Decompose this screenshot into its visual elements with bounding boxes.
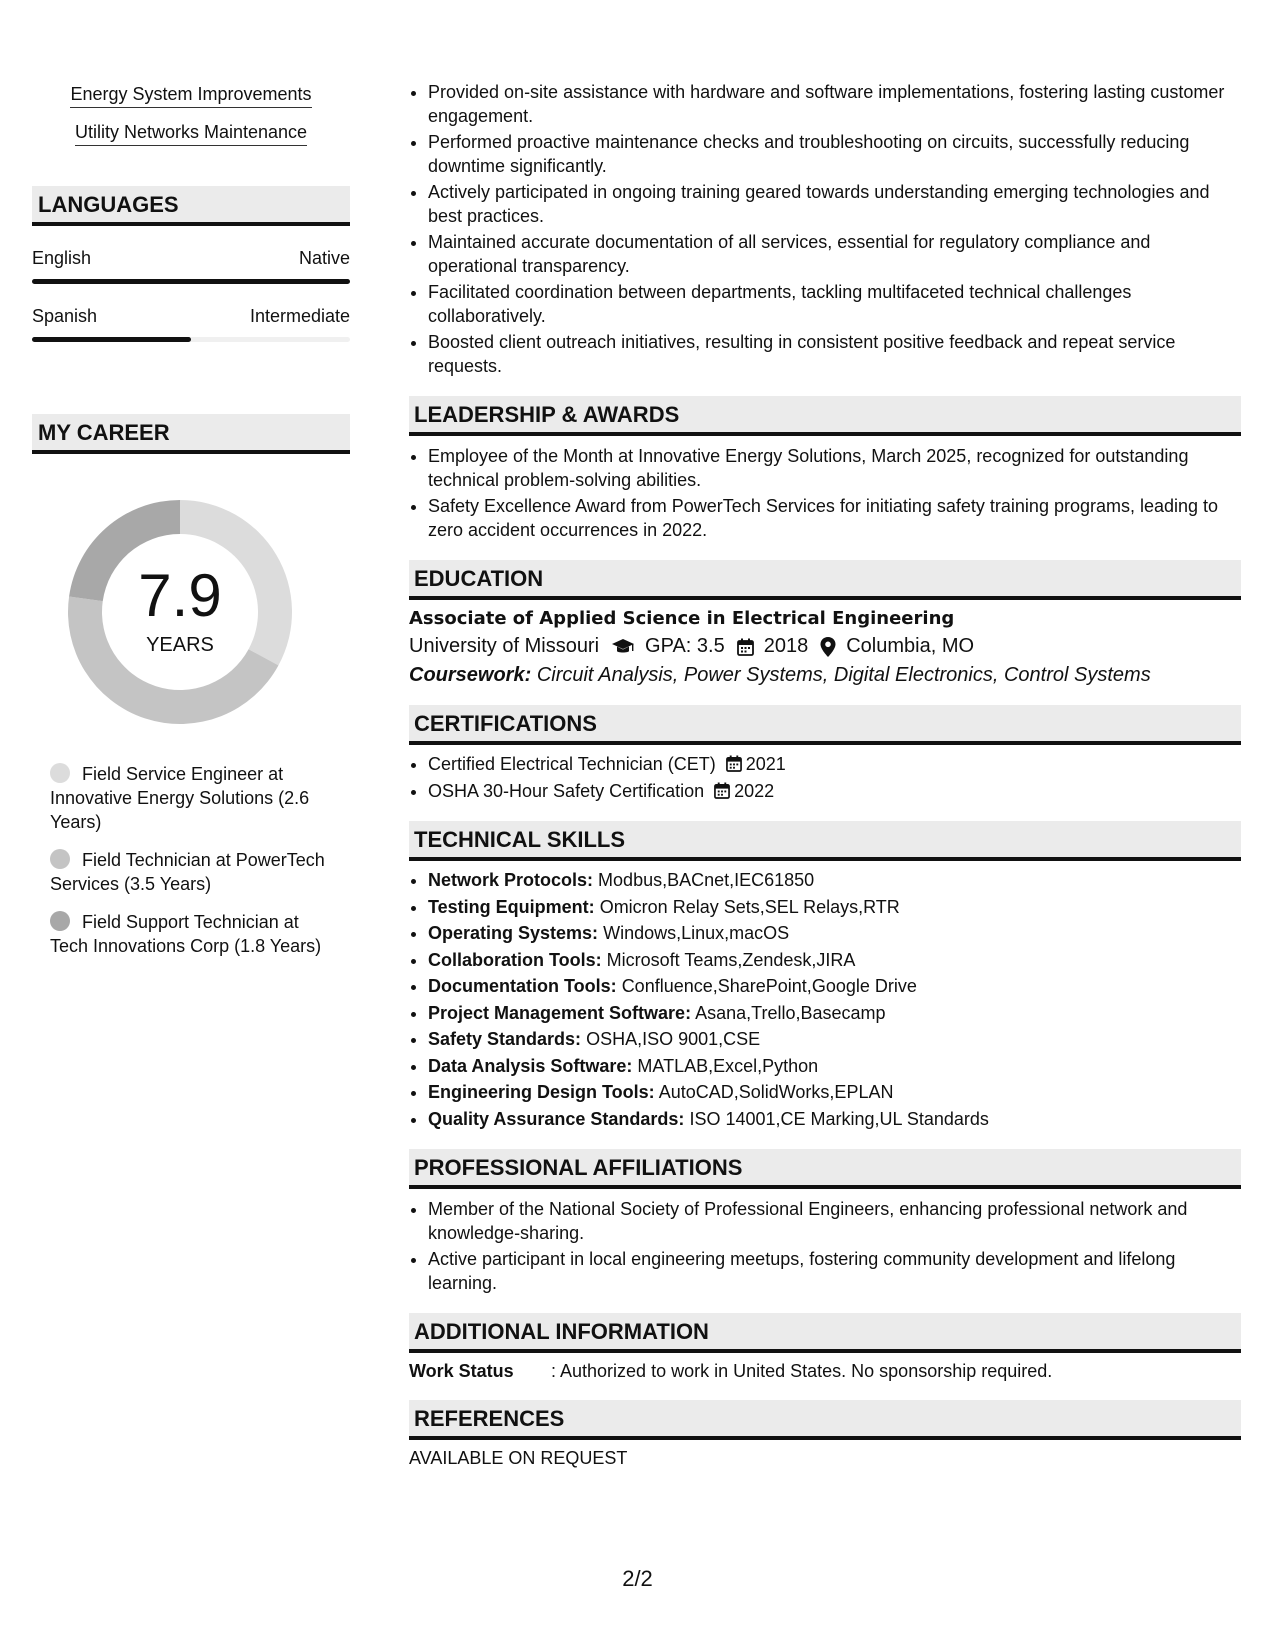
education-degree: Associate of Applied Science in Electrical Engineering (409, 608, 955, 629)
work-status-value: : Authorized to work in United States. No sponsorship required. (551, 1361, 1053, 1381)
career-legend (50, 762, 330, 958)
skill-tag (32, 122, 350, 146)
career-legend-item (50, 848, 330, 896)
technical-skill-item (428, 1028, 1241, 1052)
leadership-list (409, 444, 1241, 542)
work-status-label: Work Status (409, 1361, 514, 1381)
language-level: Intermediate (249, 306, 350, 326)
career-legend-item (50, 762, 330, 834)
language-row (32, 306, 350, 327)
certifications-list (409, 753, 1241, 803)
certification-item (428, 753, 1241, 777)
experience-bullet: • Provided on-site assistance with hardware and software implementations, fostering lasting customer engagement. (428, 80, 1241, 128)
technical-skill-value: OSHA,ISO 9001,CSE (586, 1029, 761, 1049)
legend-dot-icon (50, 911, 70, 931)
technical-skill-item (428, 1108, 1241, 1132)
technical-skill-item (428, 1081, 1241, 1105)
languages-list (32, 248, 350, 342)
technical-skill-item (428, 922, 1241, 946)
affiliations-heading: PROFESSIONAL AFFILIATIONS (409, 1149, 1241, 1189)
career-donut-center (66, 498, 294, 726)
career-heading: MY CAREER (32, 414, 350, 454)
legend-dot-icon (50, 849, 70, 869)
experience-bullet: • Actively participated in ongoing training geared towards understanding emerging technologies and best practices. (428, 180, 1241, 228)
technical-skill-value: MATLAB,Excel,Python (637, 1055, 819, 1076)
references-heading: REFERENCES (409, 1400, 1241, 1440)
experience-bullet: • Facilitated coordination between departments, tackling multifaceted technical challenges collaboratively. (428, 280, 1241, 328)
experience-bullet: • Maintained accurate documentation of all services, essential for regulatory compliance and operational transparency. (428, 230, 1241, 278)
experience-bullet: • Boosted client outreach initiatives, resulting in consistent positive feedback and repeat service requests. (428, 330, 1241, 378)
map-pin-icon (820, 637, 836, 657)
career-legend-label: Field Technician at PowerTech Services (3.5 Years) (50, 850, 325, 894)
affiliation-item: • Member of the National Society of Professional Engineers, enhancing professional network and knowledge-sharing. (428, 1197, 1241, 1245)
work-status-row (409, 1361, 1241, 1382)
career-legend-label: Field Support Technician at Tech Innovations Corp (1.8 Years) (50, 912, 322, 956)
skill-tag-label: Energy System Improvements (70, 84, 311, 108)
leadership-item: • Employee of the Month at Innovative Energy Solutions, March 2025, recognized for outstanding technical problem-solving abilities. (428, 444, 1241, 492)
technical-skill-value: Confluence,SharePoint,Google Drive (621, 976, 917, 996)
education-coursework (409, 664, 1241, 687)
education-details (409, 635, 1241, 658)
language-proficiency-fill (32, 337, 191, 342)
technical-skills-heading: TECHNICAL SKILLS (409, 821, 1241, 861)
technical-skill-label: Collaboration Tools: (428, 949, 602, 970)
career-legend-label: Field Service Engineer at Innovative Energy Solutions (2.6 Years) (50, 764, 310, 832)
technical-skill-label: Testing Equipment: (428, 896, 595, 917)
coursework-label: Coursework: (409, 664, 532, 686)
technical-skill-value: AutoCAD,SolidWorks,EPLAN (658, 1082, 894, 1102)
education-location: Columbia, MO (846, 635, 975, 657)
calendar-icon (737, 638, 754, 656)
affiliations-list (409, 1197, 1241, 1295)
leadership-item: • Safety Excellence Award from PowerTech Services for initiating safety training programs, leading to zero accident occurrences in 2022. (428, 494, 1241, 542)
skill-tag-label: Utility Networks Maintenance (75, 122, 307, 146)
technical-skill-item (428, 896, 1241, 920)
certification-item (428, 780, 1241, 804)
technical-skill-value: Asana,Trello,Basecamp (695, 1002, 886, 1023)
education-year: 2018 (763, 635, 809, 657)
technical-skill-value: Modbus,BACnet,IEC61850 (598, 870, 815, 890)
career-donut-chart (66, 498, 294, 726)
left-column (32, 84, 350, 972)
technical-skill-label: Data Analysis Software: (428, 1055, 633, 1076)
references-text: AVAILABLE ON REQUEST (409, 1448, 628, 1468)
language-row (32, 248, 350, 269)
skill-tag (32, 84, 350, 108)
language-name: Spanish (32, 306, 98, 326)
certification-name: OSHA 30-Hour Safety Certification (428, 780, 705, 801)
certification-name: Certified Electrical Technician (CET) (428, 754, 716, 774)
technical-skill-label: Operating Systems: (428, 923, 599, 943)
language-name: English (32, 248, 92, 268)
technical-skill-label: Engineering Design Tools: (428, 1082, 655, 1102)
page-number: 2/2 (622, 1566, 653, 1591)
technical-skill-label: Safety Standards: (428, 1029, 582, 1049)
technical-skill-value: ISO 14001,CE Marking,UL Standards (689, 1108, 989, 1129)
technical-skill-item (428, 1055, 1241, 1079)
legend-dot-icon (50, 763, 70, 783)
graduation-cap-icon (611, 638, 635, 656)
language-proficiency-bar (32, 337, 350, 342)
technical-skill-label: Network Protocols: (428, 870, 594, 890)
technical-skill-item (428, 949, 1241, 973)
technical-skill-item (428, 975, 1241, 999)
technical-skill-label: Quality Assurance Standards: (428, 1108, 685, 1129)
technical-skill-value: Windows,Linux,macOS (603, 923, 790, 943)
calendar-icon (726, 755, 742, 772)
technical-skill-item (428, 869, 1241, 893)
technical-skill-item (428, 1002, 1241, 1026)
languages-heading: LANGUAGES (32, 186, 350, 226)
right-column (409, 80, 1241, 1469)
technical-skill-value: Microsoft Teams,Zendesk,JIRA (606, 949, 856, 970)
technical-skill-label: Documentation Tools: (428, 976, 617, 996)
affiliation-item: • Active participant in local engineering meetups, fostering community development and lifelong learning. (428, 1247, 1241, 1295)
certification-year: 2022 (734, 780, 775, 801)
additional-info-heading: ADDITIONAL INFORMATION (409, 1313, 1241, 1353)
career-total-unit: YEARS (146, 634, 214, 656)
technical-skill-value: Omicron Relay Sets,SEL Relays,RTR (599, 896, 900, 917)
leadership-heading: LEADERSHIP & AWARDS (409, 396, 1241, 436)
certification-year: 2021 (745, 754, 786, 774)
education-heading: EDUCATION (409, 560, 1241, 600)
language-level: Native (298, 248, 350, 268)
certifications-heading: CERTIFICATIONS (409, 705, 1241, 745)
career-legend-item (50, 910, 330, 958)
language-proficiency-fill (32, 279, 350, 284)
calendar-icon (714, 782, 730, 799)
technical-skills-list (409, 869, 1241, 1131)
experience-bullet: • Performed proactive maintenance checks and troubleshooting on circuits, successfully reducing downtime significantly. (428, 130, 1241, 178)
skills-tail-list (32, 84, 350, 146)
education-school: University of Missouri (409, 635, 600, 657)
language-proficiency-bar (32, 279, 350, 284)
experience-bullets (409, 80, 1241, 378)
career-total-years: 7.9 (138, 562, 222, 629)
education-gpa: GPA: 3.5 (645, 635, 725, 657)
technical-skill-label: Project Management Software: (428, 1002, 692, 1023)
coursework-text: Circuit Analysis, Power Systems, Digital Electronics, Control Systems (536, 664, 1151, 686)
